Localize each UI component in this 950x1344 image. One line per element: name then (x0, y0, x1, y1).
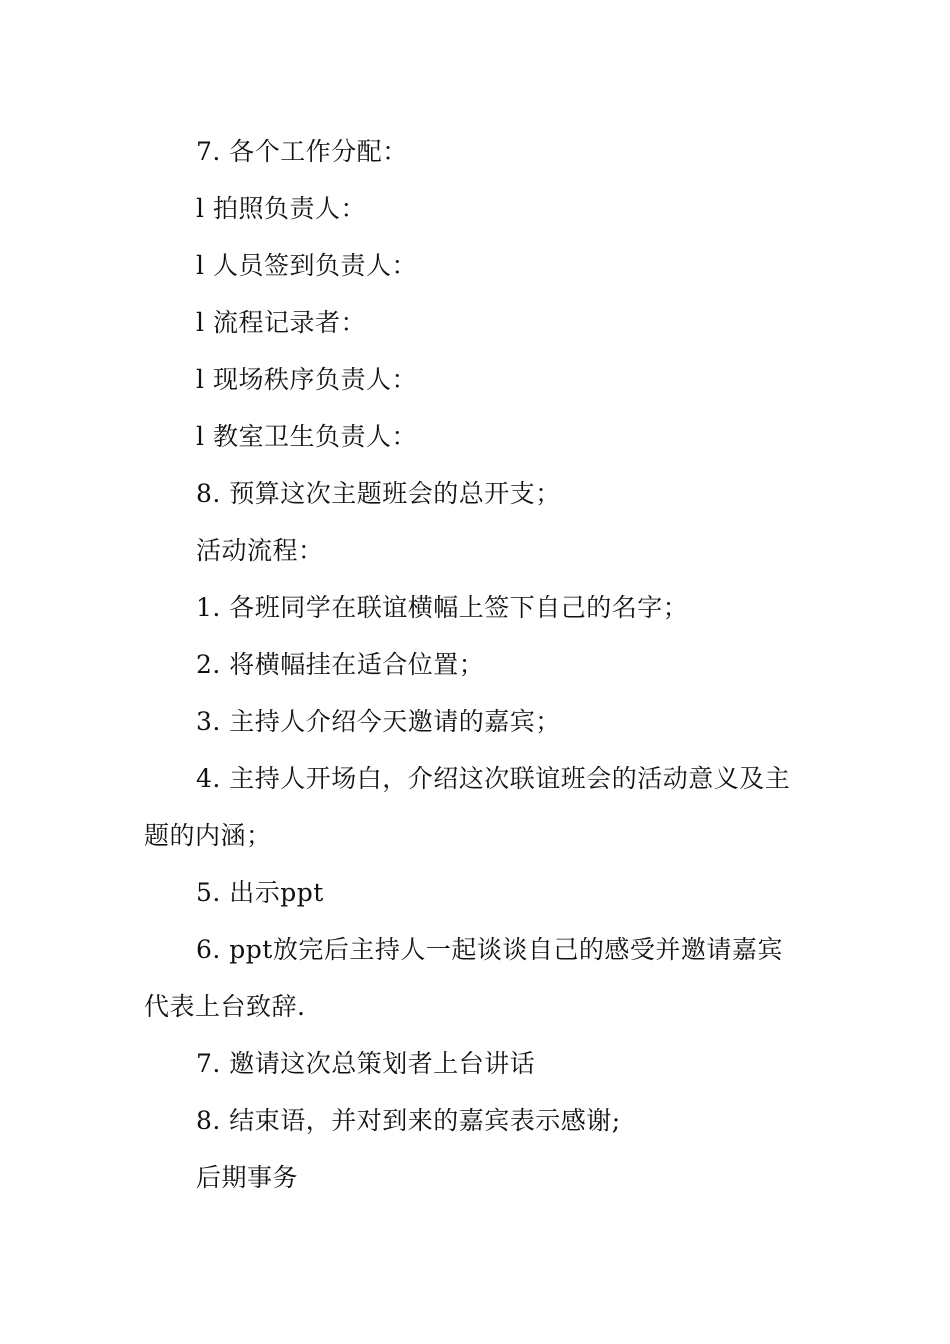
text-line-step-5: 5. 出示ppt (196, 878, 324, 907)
text-line-step-4: 4. 主持人开场白，介绍这次联谊班会的活动意义及主 (196, 764, 791, 793)
text-line-budget: 8. 预算这次主题班会的总开支； (196, 479, 561, 508)
text-line-photo-lead: l 拍照负责人： (196, 194, 366, 223)
text-line-cleaning-lead: l 教室卫生负责人： (196, 422, 417, 451)
text-line-step-3: 3. 主持人介绍今天邀请的嘉宾； (196, 707, 561, 736)
text-line-work-assignment: 7. 各个工作分配： (196, 137, 408, 166)
text-line-step-4-cont: 题的内涵； (144, 821, 272, 850)
section-heading-activity-flow: 活动流程： (196, 536, 324, 565)
text-line-step-2: 2. 将横幅挂在适合位置； (196, 650, 485, 679)
text-line-step-6: 6. ppt放完后主持人一起谈谈自己的感受并邀请嘉宾 (196, 935, 783, 964)
text-line-signin-lead: l 人员签到负责人： (196, 251, 417, 280)
text-line-step-1: 1. 各班同学在联谊横幅上签下自己的名字； (196, 593, 689, 622)
text-line-step-8: 8. 结束语，并对到来的嘉宾表示感谢; (196, 1106, 621, 1135)
text-line-step-6-cont: 代表上台致辞. (144, 992, 306, 1021)
text-line-process-recorder: l 流程记录者： (196, 308, 366, 337)
text-line-order-lead: l 现场秩序负责人： (196, 365, 417, 394)
section-heading-post-tasks: 后期事务 (196, 1163, 299, 1192)
text-line-step-7: 7. 邀请这次总策划者上台讲话 (196, 1049, 536, 1078)
